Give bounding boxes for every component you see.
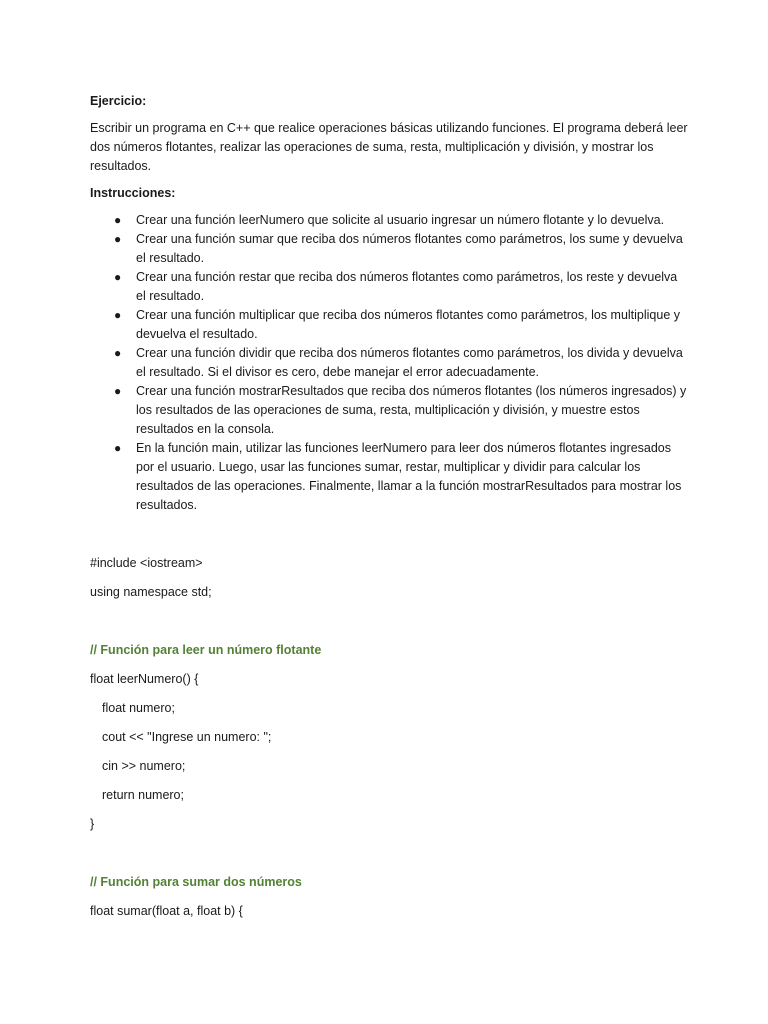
list-item xyxy=(90,211,690,230)
bullet-icon: ● xyxy=(114,213,122,227)
exercise-heading: Ejercicio: xyxy=(90,94,147,108)
code-line: return numero; xyxy=(102,788,184,802)
bullet-icon: ● xyxy=(114,308,122,322)
list-item xyxy=(90,306,690,344)
bullet-icon: ● xyxy=(114,441,122,455)
code-comment-sumar: // Función para sumar dos números xyxy=(90,875,302,889)
list-item xyxy=(90,344,690,382)
instruction-text: Crear una función leerNumero que solicite al usuario ingresar un número flotante y lo devuelva. xyxy=(136,213,665,227)
exercise-description: Escribir un programa en C++ que realice operaciones básicas utilizando funciones. El programa deberá leer dos números flotantes, realizar las operaciones de suma, resta, multiplicación y división, y mostrar los resultados. xyxy=(90,121,688,173)
code-namespace: using namespace std; xyxy=(90,585,212,599)
instruction-text: Crear una función dividir que reciba dos números flotantes como parámetros, los divida y devuelva el resultado. Si el divisor es cero, debe manejar el error adecuadamente. xyxy=(136,346,683,379)
code-listing xyxy=(90,554,690,921)
code-leer-signature: float leerNumero() { xyxy=(90,672,199,686)
bullet-icon: ● xyxy=(114,270,122,284)
instructions-list xyxy=(90,211,690,515)
code-comment-leer: // Función para leer un número flotante xyxy=(90,643,322,657)
code-line: float numero; xyxy=(102,701,175,715)
document-page xyxy=(90,92,690,931)
instruction-text: Crear una función restar que reciba dos números flotantes como parámetros, los reste y devuelva el resultado. xyxy=(136,270,678,303)
list-item xyxy=(90,230,690,268)
code-leer-close: } xyxy=(90,817,95,831)
list-item xyxy=(90,439,690,515)
bullet-icon: ● xyxy=(114,346,122,360)
bullet-icon: ● xyxy=(114,232,122,246)
instruction-text: Crear una función mostrarResultados que reciba dos números flotantes (los números ingresados) y los resultados de las operaciones de suma, resta, multiplicación y división, y muestre estos resultados en la consola. xyxy=(136,384,687,436)
code-line: cout << "Ingrese un numero: "; xyxy=(102,730,272,744)
list-item xyxy=(90,382,690,439)
code-include: #include <iostream> xyxy=(90,556,203,570)
instructions-heading: Instrucciones: xyxy=(90,186,176,200)
list-item xyxy=(90,268,690,306)
code-sumar-signature: float sumar(float a, float b) { xyxy=(90,904,243,918)
instruction-text: Crear una función sumar que reciba dos números flotantes como parámetros, los sume y devuelva el resultado. xyxy=(136,232,683,265)
instruction-text: En la función main, utilizar las funciones leerNumero para leer dos números flotantes ingresados por el usuario. Luego, usar las funciones sumar, restar, multiplicar y dividir para calcular los resultados de las operaciones. Finalmente, llamar a la función mostrarResultados para mostrar los resultados. xyxy=(136,441,682,512)
bullet-icon: ● xyxy=(114,384,122,398)
instruction-text: Crear una función multiplicar que reciba dos números flotantes como parámetros, los multiplique y devuelva el resultado. xyxy=(136,308,681,341)
code-line: cin >> numero; xyxy=(102,759,186,773)
